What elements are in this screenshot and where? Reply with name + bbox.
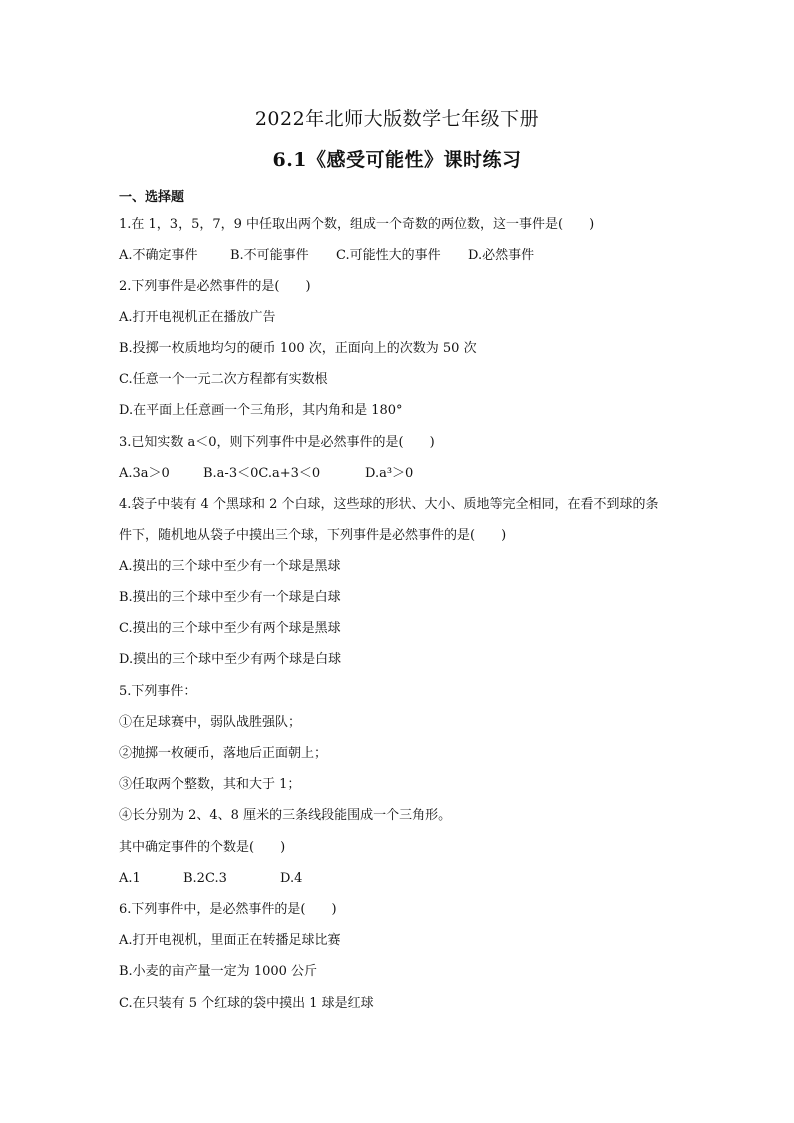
question-5-question: 其中确定事件的个数是( ) <box>119 840 286 855</box>
question-5-item-1: ①在足球赛中，弱队战胜强队； <box>119 715 302 730</box>
question-3-option-a: A.3a＞0 <box>119 466 170 481</box>
question-5-item-4: ④长分别为 2、4、8 厘米的三条线段能围成一个三角形。 <box>119 808 452 823</box>
question-4-option-c: C.摸出的三个球中至少有两个球是黑球 <box>119 621 341 636</box>
question-4-option-d: D.摸出的三个球中至少有两个球是白球 <box>119 652 342 667</box>
question-5-option-bc: B.2C.3 <box>183 871 227 886</box>
question-3-stem: 3.已知实数 a＜0，则下列事件中是必然事件的是( ) <box>119 435 435 450</box>
question-2-option-a: A.打开电视机正在播放广告 <box>119 310 276 325</box>
question-4-stem-line-2: 件下，随机地从袋子中摸出三个球，下列事件是必然事件的是( ) <box>119 528 507 543</box>
question-6-option-a: A.打开电视机，里面正在转播足球比赛 <box>119 933 341 948</box>
question-4-option-a: A.摸出的三个球中至少有一个球是黑球 <box>119 559 341 574</box>
question-1-option-b: B.不可能事件 <box>230 248 309 263</box>
question-5-option-a: A.1 <box>119 871 141 886</box>
section-heading: 一、选择题 <box>119 190 185 205</box>
question-2-option-c: C.任意一个一元二次方程都有实数根 <box>119 372 328 387</box>
question-2-option-b: B.投掷一枚质地均匀的硬币 100 次，正面向上的次数为 50 次 <box>119 341 477 356</box>
question-5-item-3: ③任取两个整数，其和大于 1； <box>119 777 301 792</box>
document-title: 2022年北师大版数学七年级下册 <box>254 108 540 130</box>
question-2-stem: 2.下列事件是必然事件的是( ) <box>119 279 311 294</box>
question-6-stem: 6.下列事件中，是必然事件的是( ) <box>119 902 337 917</box>
question-5-options <box>119 870 302 888</box>
question-6-option-c: C.在只装有 5 个红球的袋中摸出 1 球是红球 <box>119 996 374 1011</box>
question-4-option-b: B.摸出的三个球中至少有一个球是白球 <box>119 590 341 605</box>
question-5-item-2: ②抛掷一枚硬币，落地后正面朝上； <box>119 746 328 761</box>
question-1-options <box>119 247 534 265</box>
question-5-option-d: D.4 <box>280 871 303 886</box>
question-1-option-a: A.不确定事件 <box>119 248 198 263</box>
question-1-option-c: C.可能性大的事件 <box>336 248 441 263</box>
question-3-option-d: D.a³＞0 <box>365 466 414 481</box>
question-6-option-b: B.小麦的亩产量一定为 1000 公斤 <box>119 964 318 979</box>
question-1-option-d: D.必然事件 <box>468 248 535 263</box>
question-4-stem-line-1: 4.袋子中装有 4 个黑球和 2 个白球，这些球的形状、大小、质地等完全相同，在看不到球的条 <box>119 497 659 512</box>
document-subtitle: 6.1《感受可能性》课时练习 <box>272 149 522 171</box>
question-5-stem: 5.下列事件： <box>119 684 197 699</box>
question-3-options <box>119 465 413 483</box>
question-3-option-bc: B.a-3＜0C.a+3＜0 <box>203 466 321 481</box>
question-1-stem: 1.在 1，3，5，7，9 中任取出两个数，组成一个奇数的两位数，这一事件是( ) <box>119 217 595 232</box>
question-2-option-d: D.在平面上任意画一个三角形，其内角和是 180° <box>119 403 403 418</box>
